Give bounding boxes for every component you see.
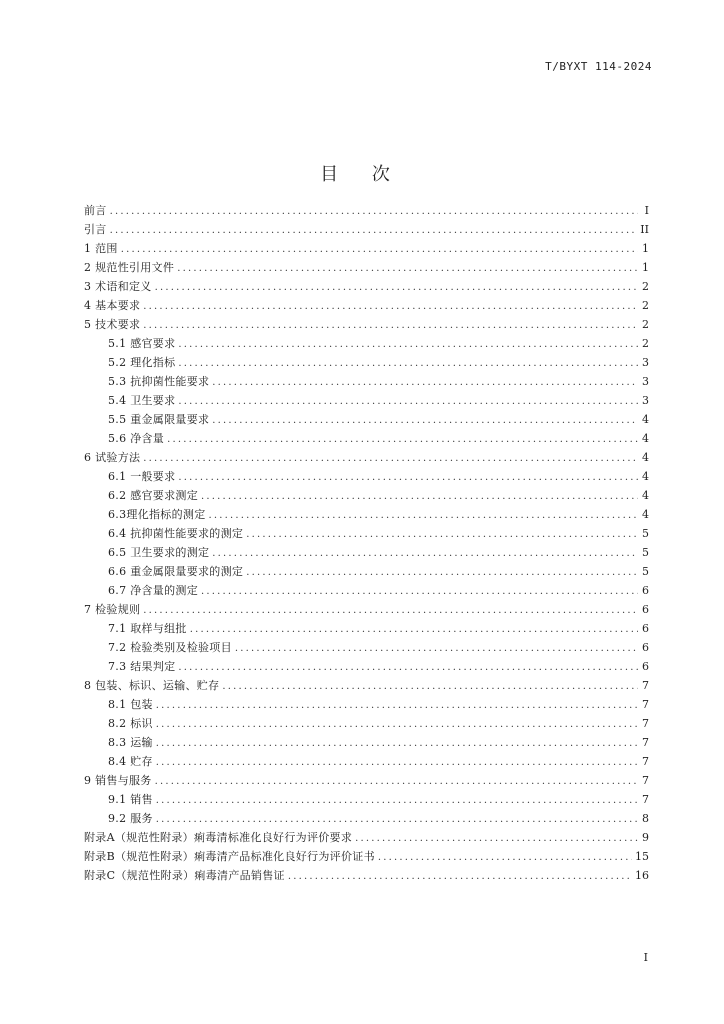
- toc-entry-label: 3 术语和定义: [84, 280, 152, 293]
- toc-entry-label: 9.1 销售: [108, 793, 153, 806]
- toc-entry[interactable]: [84, 391, 649, 410]
- toc-entry-page: 3: [642, 375, 649, 388]
- toc-leader-dots: [246, 563, 638, 582]
- toc-leader-dots: [178, 335, 638, 354]
- toc-entry-label: 5.4 卫生要求: [108, 394, 176, 407]
- toc-entry[interactable]: [84, 429, 649, 448]
- toc-leader-dots: [201, 487, 638, 506]
- toc-entry-label: 8 包装、标识、运输、贮存: [84, 679, 220, 692]
- toc-entry-page: 4: [642, 470, 649, 483]
- toc-entry-page: 15: [635, 850, 649, 863]
- toc-leader-dots: [143, 449, 638, 468]
- toc-leader-dots: [212, 544, 638, 563]
- toc-leader-dots: [222, 677, 638, 696]
- toc-entry-page: 4: [642, 413, 649, 426]
- toc-leader-dots: [178, 658, 638, 677]
- toc-leader-dots: [156, 715, 638, 734]
- toc-entry-page: 6: [642, 641, 649, 654]
- toc-entry-label: 8.3 运输: [108, 736, 153, 749]
- toc-entry-page: 3: [642, 356, 649, 369]
- toc-entry-label: 9 销售与服务: [84, 774, 152, 787]
- toc-leader-dots: [212, 411, 638, 430]
- toc-entry-label: 4 基本要求: [84, 299, 141, 312]
- toc-entry[interactable]: [84, 543, 649, 562]
- toc-entry-page: 2: [642, 299, 649, 312]
- toc-leader-dots: [235, 639, 638, 658]
- toc-leader-dots: [155, 772, 638, 791]
- toc-entry[interactable]: [84, 277, 649, 296]
- toc-entry-page: 5: [642, 565, 649, 578]
- toc-entry-label: 7.3 结果判定: [108, 660, 176, 673]
- toc-leader-dots: [190, 620, 638, 639]
- toc-entry-page: 4: [642, 508, 649, 521]
- toc-entry[interactable]: [84, 581, 649, 600]
- toc-leader-dots: [246, 525, 638, 544]
- page-number: I: [643, 951, 648, 964]
- toc-entry-label: 附录B（规范性附录）痢毒清产品标准化良好行为评价证书: [84, 850, 375, 863]
- toc-entry[interactable]: [84, 638, 649, 657]
- toc-entry[interactable]: [84, 239, 649, 258]
- toc-title: 目 次: [320, 164, 404, 185]
- toc-entry-page: 2: [642, 337, 649, 350]
- toc-entry-label: 5.6 净含量: [108, 432, 165, 445]
- toc-entry[interactable]: [84, 505, 649, 524]
- toc-entry-page: 2: [642, 318, 649, 331]
- toc-entry[interactable]: [84, 410, 649, 429]
- toc-entry[interactable]: [84, 600, 649, 619]
- toc-entry-page: 2: [642, 280, 649, 293]
- toc-leader-dots: [212, 373, 638, 392]
- toc-entry-page: 9: [642, 831, 649, 844]
- toc-entry[interactable]: [84, 524, 649, 543]
- toc-entry-page: 4: [642, 451, 649, 464]
- toc-entry-label: 5.2 理化指标: [108, 356, 176, 369]
- toc-entry-label: 6.2 感官要求测定: [108, 489, 198, 502]
- toc-entry-label: 附录A（规范性附录）痢毒清标准化良好行为评价要求: [84, 831, 353, 844]
- toc-entry-label: 5.3 抗抑菌性能要求: [108, 375, 210, 388]
- toc-entry-label: 引言: [84, 223, 107, 236]
- toc-leader-dots: [201, 582, 638, 601]
- toc-entry[interactable]: [84, 315, 649, 334]
- toc-leader-dots: [209, 506, 639, 525]
- toc-entry-page: 7: [642, 793, 649, 806]
- toc-entry-page: 7: [642, 736, 649, 749]
- toc-entry[interactable]: [84, 562, 649, 581]
- toc-entry[interactable]: [84, 372, 649, 391]
- toc-leader-dots: [110, 202, 638, 221]
- toc-leader-dots: [121, 240, 638, 259]
- toc-leader-dots: [378, 848, 632, 867]
- toc-entry-page: 7: [642, 774, 649, 787]
- toc-entry[interactable]: [84, 619, 649, 638]
- toc-entry-page: 6: [642, 660, 649, 673]
- toc-entry-label: 2 规范性引用文件: [84, 261, 175, 274]
- toc-leader-dots: [288, 867, 632, 886]
- toc-entry[interactable]: [84, 201, 649, 220]
- toc-entry-page: 5: [642, 527, 649, 540]
- toc-entry-label: 7 检验规则: [84, 603, 141, 616]
- toc-entry[interactable]: [84, 733, 649, 752]
- toc-entry-page: 4: [642, 489, 649, 502]
- document-code: T/BYXT 114-2024: [545, 60, 652, 73]
- toc-entry[interactable]: [84, 714, 649, 733]
- toc-leader-dots: [355, 829, 638, 848]
- toc-entry-page: II: [640, 223, 649, 236]
- toc-leader-dots: [156, 734, 638, 753]
- toc-entry-page: 3: [642, 394, 649, 407]
- toc-entry-page: 7: [642, 698, 649, 711]
- toc-entry[interactable]: [84, 353, 649, 372]
- toc-entry-page: 4: [642, 432, 649, 445]
- toc-leader-dots: [156, 810, 638, 829]
- toc-entry[interactable]: [84, 258, 649, 277]
- toc-entry[interactable]: [84, 334, 649, 353]
- toc-entry-label: 8.1 包装: [108, 698, 153, 711]
- toc-entry[interactable]: [84, 828, 649, 847]
- toc-entry[interactable]: [84, 695, 649, 714]
- toc-entry-label: 6.3理化指标的测定: [108, 508, 206, 521]
- toc-entry-page: 8: [642, 812, 649, 825]
- toc-entry-label: 8.4 贮存: [108, 755, 153, 768]
- toc-leader-dots: [178, 468, 638, 487]
- toc-leader-dots: [110, 221, 638, 240]
- toc-entry-label: 6.4 抗抑菌性能要求的测定: [108, 527, 244, 540]
- toc-leader-dots: [143, 316, 638, 335]
- toc-entry[interactable]: [84, 866, 649, 885]
- toc-entry-page: 16: [635, 869, 649, 882]
- toc-entry[interactable]: [84, 676, 649, 695]
- toc-leader-dots: [167, 430, 638, 449]
- toc-entry-label: 7.1 取样与组批: [108, 622, 187, 635]
- toc-leader-dots: [156, 696, 638, 715]
- toc-entry-label: 附录C（规范性附录）痢毒清产品销售证: [84, 869, 285, 882]
- toc-entry-label: 7.2 检验类别及检验项目: [108, 641, 232, 654]
- toc-entry-label: 6.7 净含量的测定: [108, 584, 198, 597]
- toc-entry-label: 5 技术要求: [84, 318, 141, 331]
- toc-entry-page: 1: [642, 242, 649, 255]
- toc-entry-label: 6.5 卫生要求的测定: [108, 546, 210, 559]
- toc-entry-label: 9.2 服务: [108, 812, 153, 825]
- toc-entry-page: 7: [642, 679, 649, 692]
- toc-entry[interactable]: [84, 752, 649, 771]
- toc-leader-dots: [178, 392, 638, 411]
- toc-entry[interactable]: [84, 448, 649, 467]
- toc-entry-page: 6: [642, 603, 649, 616]
- toc-entry[interactable]: [84, 657, 649, 676]
- toc-entry-label: 6 试验方法: [84, 451, 141, 464]
- toc-entry[interactable]: [84, 771, 649, 790]
- toc-entry-page: 6: [642, 584, 649, 597]
- toc-entry-label: 6.1 一般要求: [108, 470, 176, 483]
- toc-leader-dots: [156, 753, 638, 772]
- toc-leader-dots: [143, 601, 638, 620]
- toc-entry-label: 8.2 标识: [108, 717, 153, 730]
- toc-leader-dots: [143, 297, 638, 316]
- toc-entry-page: 1: [642, 261, 649, 274]
- toc-entry-page: 5: [642, 546, 649, 559]
- toc-entry[interactable]: [84, 790, 649, 809]
- toc-entry[interactable]: [84, 486, 649, 505]
- toc-entry[interactable]: [84, 467, 649, 486]
- toc-leader-dots: [177, 259, 638, 278]
- toc-entry[interactable]: [84, 809, 649, 828]
- toc-entry-label: 6.6 重金属限量要求的测定: [108, 565, 244, 578]
- toc-entry-label: 1 范围: [84, 242, 118, 255]
- toc-leader-dots: [156, 791, 638, 810]
- toc-entry-page: 7: [642, 755, 649, 768]
- toc-entry-page: 6: [642, 622, 649, 635]
- toc-entry[interactable]: [84, 847, 649, 866]
- toc-leader-dots: [155, 278, 638, 297]
- toc-entry-page: 7: [642, 717, 649, 730]
- toc-entry[interactable]: [84, 296, 649, 315]
- toc-entry-label: 前言: [84, 204, 107, 217]
- toc-leader-dots: [178, 354, 638, 373]
- table-of-contents: [84, 201, 649, 885]
- toc-entry[interactable]: [84, 220, 649, 239]
- toc-entry-page: I: [644, 204, 649, 217]
- toc-entry-label: 5.5 重金属限量要求: [108, 413, 210, 426]
- toc-entry-label: 5.1 感官要求: [108, 337, 176, 350]
